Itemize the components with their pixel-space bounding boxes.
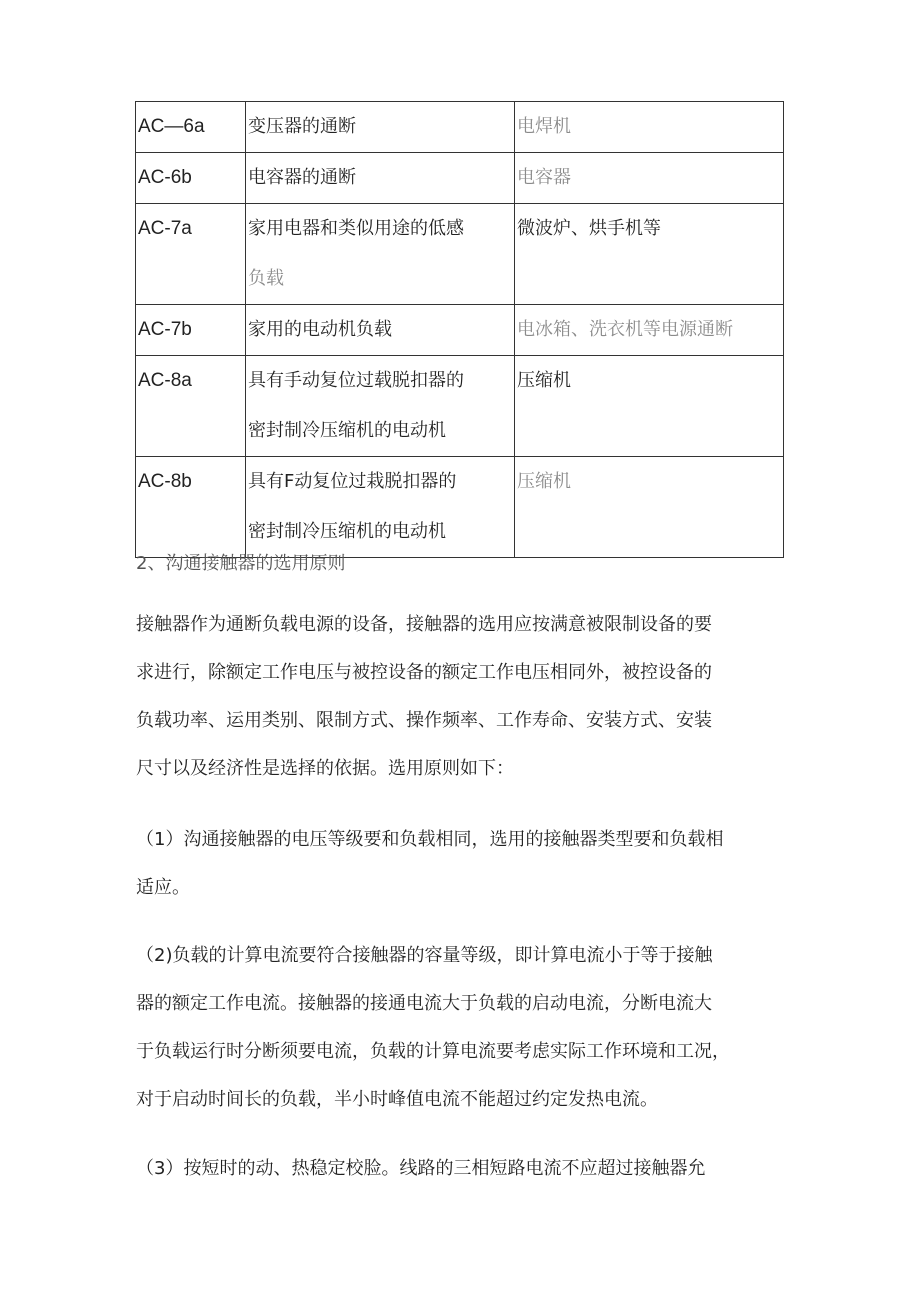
principle-item-1 <box>136 816 786 912</box>
description-cell <box>246 356 515 457</box>
paragraph-line: 于负载运行时分断须要电流，负载的计算电流要考虑实际工作环境和工况， <box>136 1041 730 1062</box>
paragraph-line: 求进行，除额定工作电压与被控设备的额定工作电压相同外，被控设备的 <box>136 662 712 683</box>
table-row <box>136 102 784 153</box>
table-row <box>136 305 784 356</box>
paragraph-line: （3）按短时的动、热稳定校脸。线路的三相短路电流不应超过接触器允 <box>136 1158 706 1179</box>
description-cell <box>246 204 515 305</box>
description-line: 电容器的通断 <box>248 167 356 188</box>
device-cell: 微波炉、烘手机等 <box>515 204 784 305</box>
table-row <box>136 356 784 457</box>
paragraph-line: （2)负载的计算电流要符合接触器的容量等级，即计算电流小于等于接触 <box>136 945 713 966</box>
category-code-cell: AC-7b <box>136 305 246 356</box>
category-code-cell: AC-6b <box>136 153 246 204</box>
paragraph-line: 对于启动时间长的负载，半小时峰值电流不能超过约定发热电流。 <box>136 1089 658 1110</box>
device-cell: 电容器 <box>515 153 784 204</box>
section-heading: 2、沟通接触器的选用原则 <box>136 553 346 574</box>
paragraph-line: 负载功率、运用类别、限制方式、操作频率、工作寿命、安装方式、安装 <box>136 710 712 731</box>
description-cell <box>246 153 515 204</box>
principle-item-3 <box>136 1145 786 1193</box>
description-line: 密封制冷压缩机的电动机 <box>248 521 446 542</box>
table-row <box>136 204 784 305</box>
paragraph-line: 适应。 <box>136 877 190 898</box>
device-cell: 电焊机 <box>515 102 784 153</box>
table-row <box>136 153 784 204</box>
description-cell <box>246 102 515 153</box>
description-line: 具有手动复位过载脱扣器的 <box>248 370 464 391</box>
paragraph-line: 器的额定工作电流。接触器的接通电流大于负载的启动电流，分断电流大 <box>136 993 712 1014</box>
paragraph-line: 尺寸以及经济性是选择的依据。选用原则如下： <box>136 758 514 779</box>
category-code-cell: AC-7a <box>136 204 246 305</box>
description-cell <box>246 305 515 356</box>
description-line: 变压器的通断 <box>248 116 356 137</box>
device-cell: 压缩机 <box>515 457 784 558</box>
category-code-cell: AC-8b <box>136 457 246 558</box>
description-line: 家用的电动机负载 <box>248 319 392 340</box>
category-code-cell: AC-8a <box>136 356 246 457</box>
device-cell: 压缩机 <box>515 356 784 457</box>
description-cell <box>246 457 515 558</box>
paragraph-line: 接触器作为通断负载电源的设备，接触器的选用应按满意被限制设备的要 <box>136 614 712 635</box>
paragraph-line: （1）沟通接触器的电压等级要和负载相同，选用的接触器类型要和负载相 <box>136 829 724 850</box>
device-cell: 电冰箱、洗衣机等电源通断 <box>515 305 784 356</box>
description-line: 密封制冷压缩机的电动机 <box>248 420 446 441</box>
principle-item-2 <box>136 932 786 1124</box>
table-row <box>136 457 784 558</box>
category-code-cell: AC—6a <box>136 102 246 153</box>
utilization-category-table <box>135 101 784 558</box>
body-paragraph <box>136 601 786 793</box>
description-line: 具有F动复位过栽脱扣器的 <box>248 471 457 492</box>
description-line: 负载 <box>248 268 284 289</box>
description-line: 家用电器和类似用途的低感 <box>248 218 464 239</box>
